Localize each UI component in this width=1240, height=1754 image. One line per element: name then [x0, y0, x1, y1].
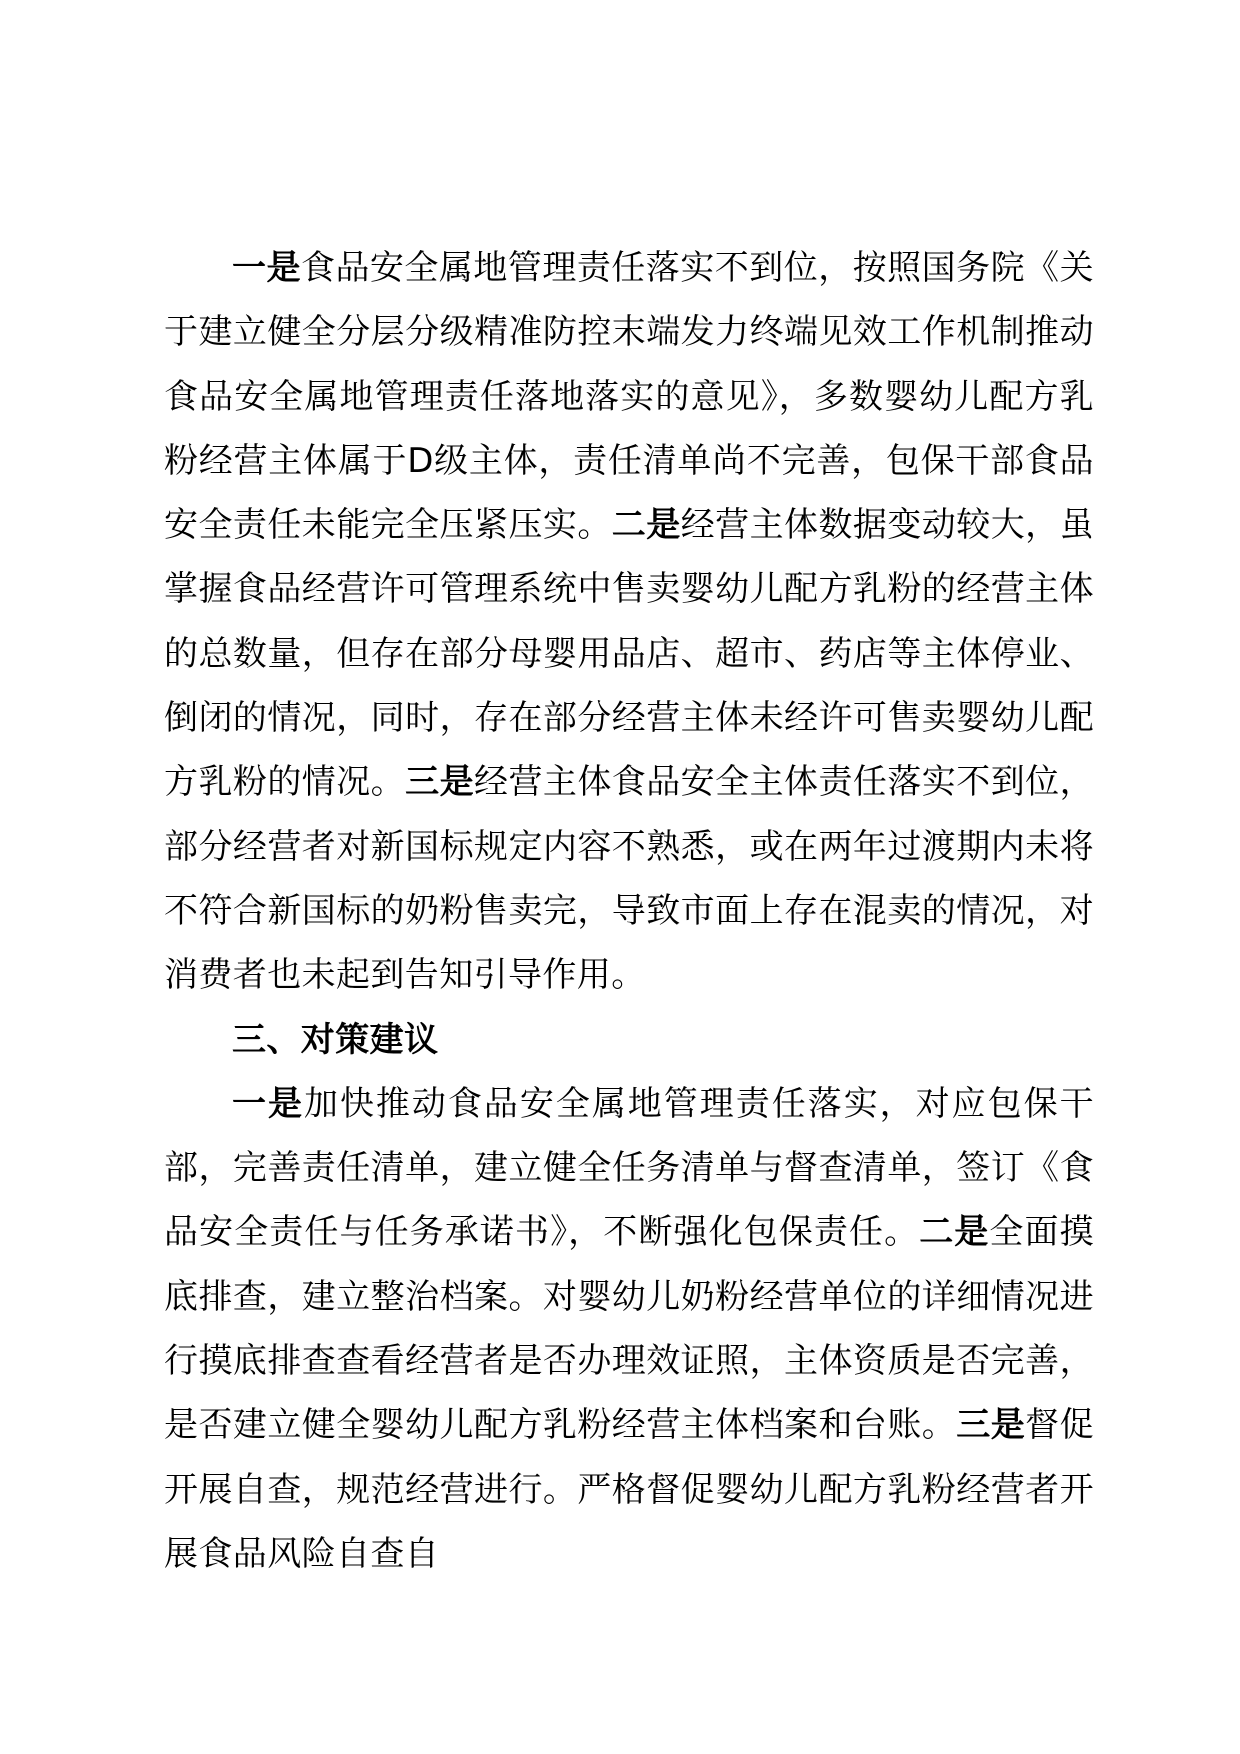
lead-first: 一是	[232, 248, 301, 288]
problem-second-text: 经营主体数据变动较大，虽掌握食品经营许可管理系统中售卖婴幼儿配方乳粉的经营主体的总数量，但存在部分母婴用品店、超市、药店等主体停业、倒闭的情况，同时，存在部分经营主体未经许可售卖婴幼儿配方乳粉的情况。	[164, 505, 1094, 803]
problem-first-text: 食品安全属地管理责任落实不到位，按照国务院《关于建立健全分层分级精准防控末端发力终端见效工作机制推动食品安全属地管理责任落地落实的意见》，多数婴幼儿配方乳粉经营主体属于D级主体，责任清单尚不完善，包保干部食品安全责任未能完全压紧压实。	[164, 248, 1094, 546]
suggestion-lead-second: 二是	[919, 1212, 990, 1253]
suggestion-paragraph	[164, 1072, 1094, 1586]
suggestion-first-text: 加快推动食品安全属地管理责任落实，对应包保干部，完善责任清单，建立健全任务清单与督查清单，签订《食品安全责任与任务承诺书》，不断强化包保责任。	[164, 1083, 1094, 1253]
problem-paragraph	[164, 236, 1094, 1008]
lead-second: 二是	[611, 505, 681, 546]
suggestion-lead-first: 一是	[232, 1083, 304, 1124]
suggestion-lead-third: 三是	[956, 1405, 1026, 1446]
lead-third: 三是	[405, 762, 475, 803]
section-heading: 三、对策建议	[232, 1019, 439, 1060]
suggestion-second-text: 全面摸底排查，建立整治档案。对婴幼儿奶粉经营单位的详细情况进行摸底排查查看经营者是否办理效证照，主体资质是否完善，是否建立健全婴幼儿配方乳粉经营主体档案和台账。	[164, 1212, 1094, 1446]
problem-third-text: 经营主体食品安全主体责任落实不到位，部分经营者对新国标规定内容不熟悉，或在两年过渡期内未将不符合新国标的奶粉售卖完，导致市面上存在混卖的情况，对消费者也未起到告知引导作用。	[164, 762, 1094, 996]
suggestion-third-text: 督促开展自查，规范经营进行。严格督促婴幼儿配方乳粉经营者开展食品风险自查自	[164, 1405, 1094, 1574]
document-body	[164, 236, 1094, 1586]
